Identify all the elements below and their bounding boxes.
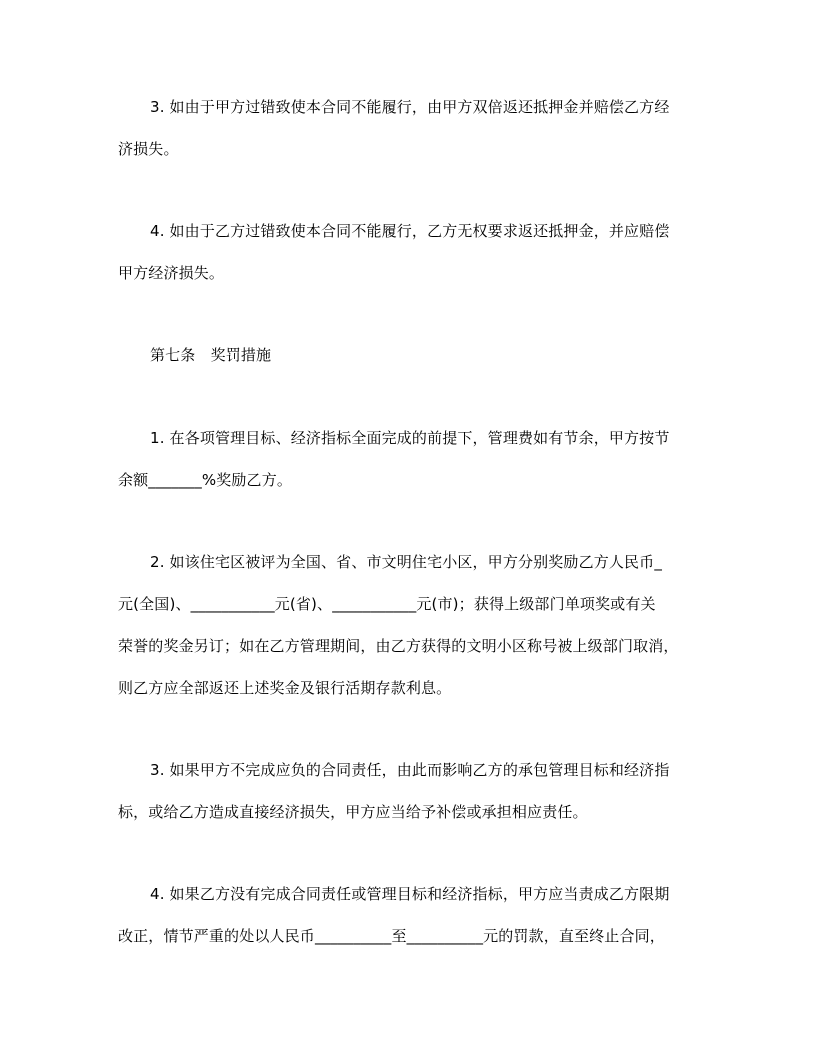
clause-line: 甲方经济损失。 <box>118 264 225 282</box>
clause-line: 2. 如该住宅区被评为全国、省、市文明住宅小区，甲方分别奖励乙方人民币_ <box>150 553 662 571</box>
reward-clause-3 <box>118 749 700 833</box>
reward-clause-4 <box>118 873 700 957</box>
reward-clause-1 <box>118 417 700 501</box>
clause-line: 元(全国)、___________元(省)、___________元(市)；获得上级部门单项奖或有关 <box>118 595 656 613</box>
clause-line: 3. 如由于甲方过错致使本合同不能履行，由甲方双倍返还抵押金并赔偿乙方经 <box>150 98 670 116</box>
heading-line: 第七条 奖罚措施 <box>150 346 272 364</box>
clause-line: 标，或给乙方造成直接经济损失，甲方应当给予补偿或承担相应责任。 <box>118 803 588 821</box>
clause-line: 荣誉的奖金另订；如在乙方管理期间，由乙方获得的文明小区称号被上级部门取消， <box>118 637 679 655</box>
clause-line: 则乙方应全部返还上述奖金及银行活期存款利息。 <box>118 679 452 697</box>
article-7-heading <box>118 334 700 376</box>
clause-line: 3. 如果甲方不完成应负的合同责任，由此而影响乙方的承包管理目标和经济指 <box>150 761 670 779</box>
clause-line: 4. 如由于乙方过错致使本合同不能履行，乙方无权要求返还抵押金，并应赔偿 <box>150 222 670 240</box>
clause-line: 改正，情节严重的处以人民币__________至__________元的罚款，直至终止合同， <box>118 927 665 945</box>
clause-4-party-b-fault <box>118 210 700 294</box>
reward-clause-2 <box>118 541 700 709</box>
clause-line: 4. 如果乙方没有完成合同责任或管理目标和经济指标，甲方应当责成乙方限期 <box>150 885 670 903</box>
clause-line: 济损失。 <box>118 140 179 158</box>
clause-line: 余额_______%奖励乙方。 <box>118 471 293 489</box>
clause-3-party-a-fault <box>118 86 700 170</box>
clause-line: 1. 在各项管理目标、经济指标全面完成的前提下，管理费如有节余，甲方按节 <box>150 429 670 447</box>
